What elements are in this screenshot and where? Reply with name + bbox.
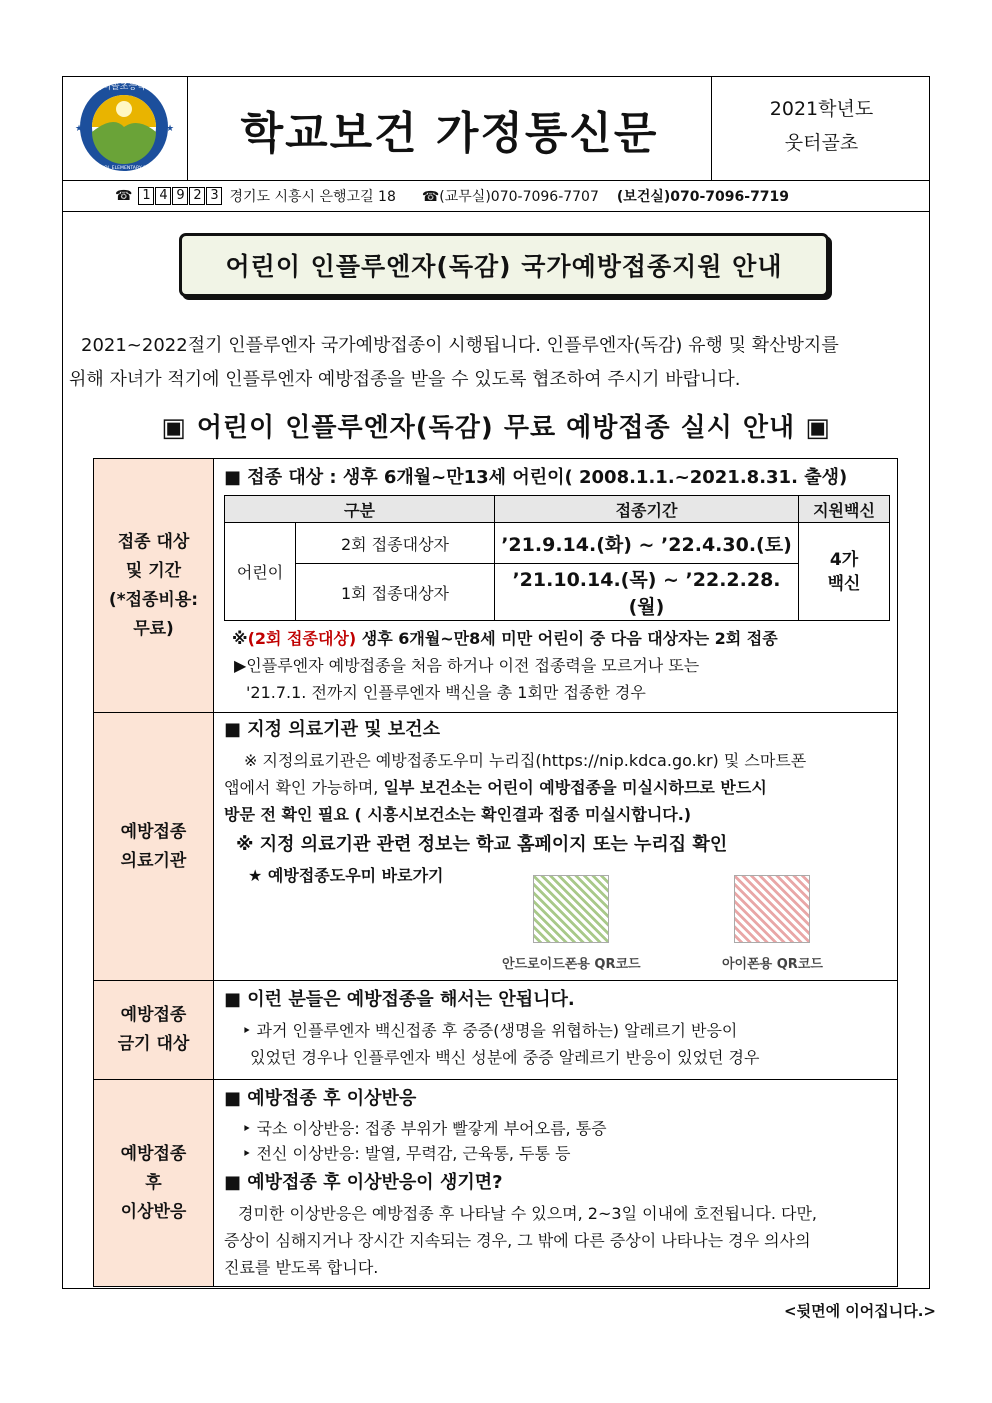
- row-clinics: 예방접종 의료기관 ■ 지정 의료기관 및 보건소 ※ 지정의료기관은 예방접종도우미 누리집(https://nip.kdca.go.kr) 및 스마트폰 앱에서 확인 가능하며, 일부 보건소는 어린이 예방접종을 미실시하므로 반드시 방문 전 확인 필요 ( 시흥시보건소는 확인결과 접종 미실시합니다.) ※ 지정 의료기관 관련 정보는 학교 홈페이지 또는 누리집 확인 ★ 예방접종도우미 바로가기 안드로이드폰용 QR코드 아이폰용 QR코드: [94, 713, 897, 981]
- phone-icon: ☎: [115, 187, 133, 204]
- page-title: 학교보건 가정통신문: [240, 107, 659, 159]
- svg-text:★: ★: [166, 124, 175, 134]
- row-label-reaction: 예방접종 후 이상반응: [94, 1080, 214, 1286]
- contra-heading: ■ 이런 분들은 예방접종을 해서는 안됩니다.: [224, 989, 575, 1010]
- qr-code-icon: [533, 875, 609, 943]
- reaction-what-to-do: ■ 예방접종 후 이상반응이 생기면?: [224, 1172, 503, 1193]
- section-subheading: ▣ 어린이 인플루엔자(독감) 무료 예방접종 실시 안내 ▣: [161, 413, 831, 443]
- notice-banner: 어린이 인플루엔자(독감) 국가예방접종지원 안내: [179, 233, 829, 297]
- school-year: 2021학년도: [769, 98, 874, 120]
- school-year-box: [711, 77, 931, 180]
- row-label-period: 접종 대상 및 기간 (*접종비용: 무료): [94, 459, 214, 712]
- vaccine-helper-link[interactable]: ★ 예방접종도우미 바로가기: [248, 866, 444, 885]
- address-bar: [63, 180, 929, 212]
- two-dose-note: ※(2회 접종대상) 생후 6개월~만8세 미만 어린이 중 다음 대상자는 2회 접종: [232, 629, 778, 648]
- header: [63, 77, 929, 181]
- office-phone: ☎(교무실)070-7096-7707: [421, 188, 599, 205]
- qr-code-icon: [734, 875, 810, 943]
- row-adverse-reactions: 예방접종 후 이상반응 ■ 예방접종 후 이상반응 ‣ 국소 이상반응: 접종 부위가 빨갛게 부어오름, 통증 ‣ 전신 이상반응: 발열, 무력감, 근육통, 두통 등 ■ 예방접종 후 이상반응이 생기면? 경미한 이상반응은 예방접종 후 나타날 수 있으며, 2~3일 이내에 호전됩니다. 다만, 증상이 심해지거나 장시간 지속되는 경우, 그 밖에 다른 증상이 나타나는 경우 의사의 진료를 받도록 합니다.: [94, 1080, 897, 1286]
- period-heading: ■ 접종 대상 : 생후 6개월~만13세 어린이( 2008.1.1.~2021.8.31. 출생): [224, 467, 848, 488]
- info-table: [93, 458, 898, 1287]
- newsletter-frame: [62, 76, 930, 1289]
- school-name: 웃터골초: [784, 132, 859, 154]
- row-label-contra: 예방접종 금기 대상: [94, 981, 214, 1079]
- svg-text:★: ★: [75, 124, 84, 134]
- street-address: 경기도 시흥시 은행고길 18: [229, 188, 396, 205]
- qr-iphone[interactable]: 아이폰용 QR코드: [722, 875, 823, 972]
- row-contraindication: 예방접종 금기 대상 ■ 이런 분들은 예방접종을 해서는 안됩니다. ‣ 과거 인플루엔자 백신접종 후 중증(생명을 위협하는) 알레르기 반응이 있었던 경우나 인플루엔자 백신 성분에 중증 알레르기 반응이 있었던 경우: [94, 981, 897, 1080]
- intro-paragraph: 2021~2022절기 인플루엔자 국가예방접종이 시행됩니다. 인플루엔자(독감) 유행 및 확산방지를 위해 자녀가 적기에 인플루엔자 예방접종을 받을 수 있도록 협조하여 주시기 바랍니다.: [69, 335, 839, 390]
- reaction-heading: ■ 예방접종 후 이상반응: [224, 1088, 417, 1109]
- health-phone: (보건실)070-7096-7719: [616, 188, 790, 205]
- row-label-clinics: 예방접종 의료기관: [94, 713, 214, 980]
- qr-android[interactable]: 안드로이드폰용 QR코드: [502, 875, 641, 972]
- row-vaccination-period: [94, 459, 897, 713]
- two-dose-bullet: ▶인플루엔자 예방접종을 처음 하거나 이전 접종력을 모르거나 또는: [234, 656, 700, 675]
- two-dose-bullet-cont: '21.7.1. 전까지 인플루엔자 백신을 총 1회만 접종한 경우: [246, 683, 646, 702]
- logo-text-bottom: UTTERGOL ELEMENTARY SCHOOL: [85, 166, 163, 171]
- logo-text-top: 웃터골초등학교: [93, 82, 155, 92]
- postal-code: 1 4 9 2 3: [138, 187, 223, 205]
- clinics-heading: ■ 지정 의료기관 및 보건소: [224, 719, 440, 740]
- school-logo: [63, 77, 188, 180]
- continued-note: <뒷면에 이어집니다.>: [784, 1302, 936, 1320]
- schedule-table: 구분 접종기간 지원백신 어린이 2회 접종대상자 ’21.9.14.(화) ~ ’22.4.30.(토) 4가 백신 1회 접종대상자 ’21.10.14.(목) ~ ’22.2.28.(월): [224, 495, 890, 621]
